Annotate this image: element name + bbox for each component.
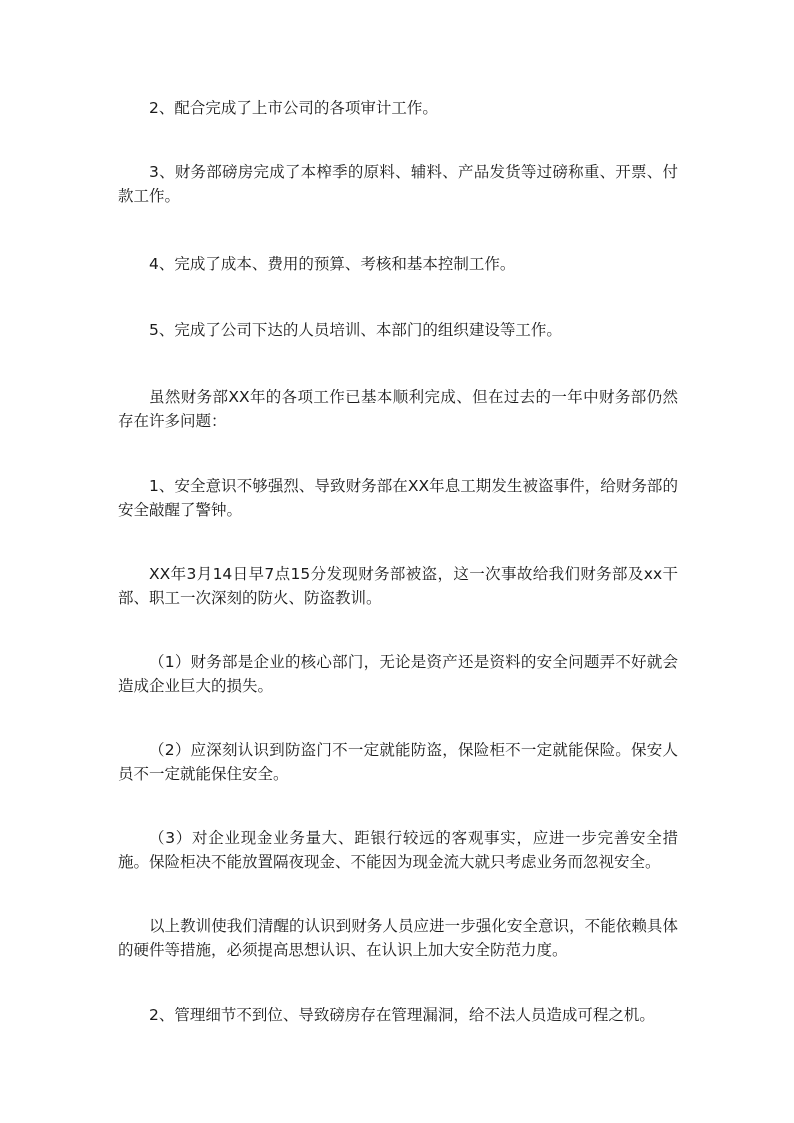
paragraph-security-awareness: 1、安全意识不够强烈、导致财务部在XX年息工期发生被盗事件，给财务部的安全敲醒了警钟。	[118, 477, 678, 519]
paragraph-lessons-learned: 以上教训使我们清醒的认识到财务人员应进一步强化安全意识，不能依赖具体的硬件等措施，必须提高思想认识、在认识上加大安全防范力度。	[118, 917, 678, 959]
paragraph-management-details: 2、管理细节不到位、导致磅房存在管理漏洞，给不法人员造成可程之机。	[149, 1006, 655, 1024]
paragraph-audit-work: 2、配合完成了上市公司的各项审计工作。	[149, 99, 438, 117]
paragraph-cash-measures: （3）对企业现金业务量大、距银行较远的客观事实，应进一步完善安全措施。保险柜决不能放置隔夜现金、不能因为现金流大就只考虑业务而忽视安全。	[118, 829, 678, 871]
paragraph-security-door: （2）应深刻认识到防盗门不一定就能防盗，保险柜不一定就能保险。保安人员不一定就能保住安全。	[118, 741, 678, 783]
paragraph-weighbridge-work: 3、财务部磅房完成了本榨季的原料、辅料、产品发货等过磅称重、开票、付款工作。	[118, 163, 678, 205]
paragraph-theft-incident: XX年3月14日早7点15分发现财务部被盗，这一次事故给我们财务部及xx干部、职工一次深刻的防火、防盗教训。	[118, 565, 678, 607]
paragraph-cost-budget: 4、完成了成本、费用的预算、考核和基本控制工作。	[149, 255, 516, 273]
paragraph-problems-intro: 虽然财务部XX年的各项工作已基本顺利完成、但在过去的一年中财务部仍然存在许多问题：	[118, 388, 678, 430]
paragraph-staff-training: 5、完成了公司下达的人员培训、本部门的组织建设等工作。	[149, 321, 562, 339]
paragraph-core-department: （1）财务部是企业的核心部门，无论是资产还是资料的安全问题弄不好就会造成企业巨大的损失。	[118, 653, 678, 695]
